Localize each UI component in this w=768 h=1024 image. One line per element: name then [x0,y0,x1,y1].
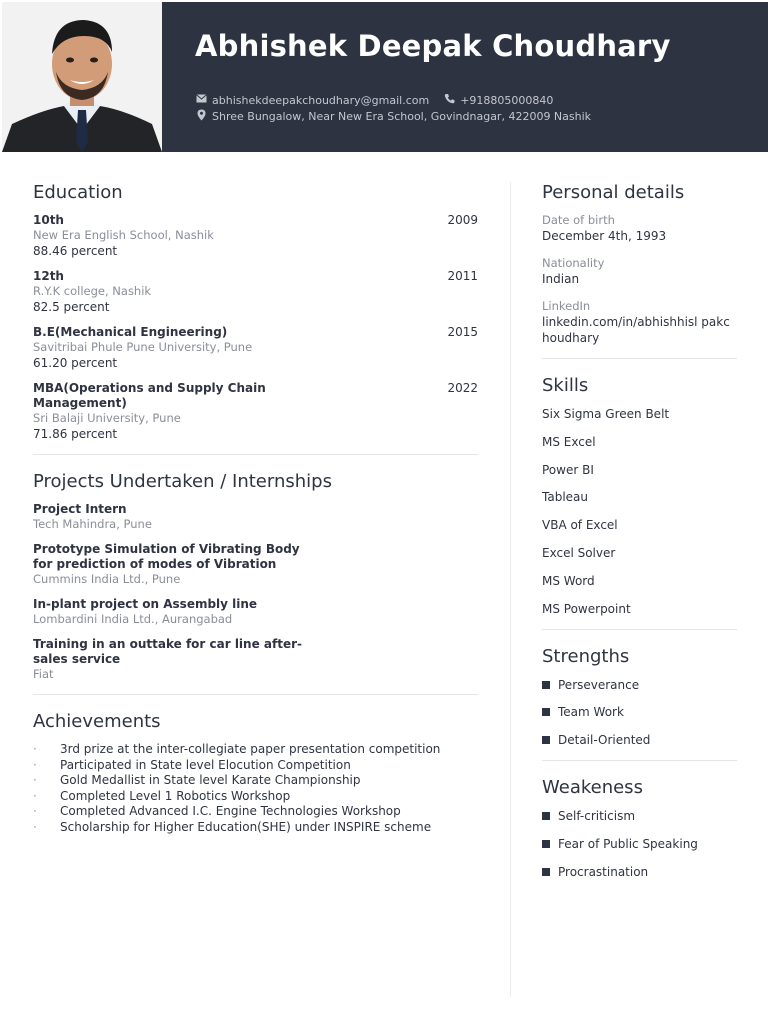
project-title: Prototype Simulation of Vibrating Body for prediction of modes of Vibration [33,542,300,571]
section-title-education: Education [33,182,123,203]
project-org: Cummins India Ltd., Pune [33,572,181,586]
section-divider [542,358,737,359]
strengths-section [542,646,737,749]
square-bullet-icon [542,868,550,876]
weakness-item [542,808,737,824]
phone-number[interactable]: +918805000840 [460,93,554,107]
candidate-name: Abhishek Deepak Choudhary [195,29,671,63]
profile-photo [2,2,162,152]
achievement-text: Gold Medallist in State level Karate Championship [60,773,361,787]
nationality-label: Nationality [542,256,605,270]
project-item [33,597,478,627]
education-item [33,381,478,442]
square-bullet-icon [542,736,550,744]
skill-item: MS Word [542,573,595,588]
section-title-achievements: Achievements [33,711,161,732]
achievement-item [33,804,478,820]
education-item [33,213,478,259]
education-year: 2011 [447,269,478,283]
weakness-item [542,836,737,852]
education-institute: Sri Balaji University, Pune [33,411,181,425]
email-link[interactable]: abhishekdeepakchoudhary@gmail.com [212,93,430,107]
bullet-icon: · [33,804,37,818]
strength-text: Team Work [558,705,624,720]
project-org: Lombardini India Ltd., Aurangabad [33,612,233,626]
project-org: Tech Mahindra, Pune [33,517,152,531]
section-divider [542,629,737,630]
dob-value: December 4th, 1993 [542,229,667,243]
bullet-icon: · [33,819,37,834]
weakness-text: Procrastination [558,864,649,879]
bullet-icon: · [33,773,37,787]
location-pin-icon [195,109,207,124]
achievement-item [33,773,478,789]
project-item [33,542,478,587]
address-line [195,109,591,124]
achievement-text: Completed Level 1 Robotics Workshop [60,788,291,803]
section-title-weakness: Weakeness [542,777,643,799]
section-divider [542,760,737,761]
project-item [33,502,478,532]
strength-text: Detail-Oriented [558,733,651,748]
bullet-icon: · [33,788,37,803]
achievement-item [33,758,478,774]
skills-section [542,375,737,617]
achievement-text: Completed Advanced I.C. Engine Technologies Workshop [60,804,401,818]
skill-item: Tableau [542,490,588,505]
project-title: Project Intern [33,502,127,516]
education-institute: New Era English School, Nashik [33,228,214,242]
education-score: 61.20 percent [33,356,118,370]
education-year: 2009 [447,213,478,227]
education-score: 71.86 percent [33,427,118,441]
side-column [542,182,737,892]
section-title-personal: Personal details [542,182,685,203]
education-item [33,325,478,371]
education-year: 2022 [447,381,478,395]
skill-item: Power BI [542,462,594,477]
nationality-value: Indian [542,272,580,286]
section-title-strengths: Strengths [542,645,630,667]
strength-text: Perseverance [558,677,640,692]
personal-details-section [542,182,737,346]
square-bullet-icon [542,708,550,716]
section-divider [33,454,478,455]
skill-item: MS Excel [542,434,596,449]
address-text: Shree Bungalow, Near New Era School, Govindnagar, 422009 Nashik [212,110,592,123]
weakness-section [542,777,737,880]
section-divider [33,694,478,695]
achievements-section [33,711,478,835]
weakness-item [542,864,737,880]
section-title-projects: Projects Undertaken / Internships [33,471,332,492]
strength-item [542,704,737,720]
section-title-skills: Skills [542,375,589,396]
achievements-list [33,742,478,835]
project-item [33,637,478,682]
bullet-icon: · [33,757,37,772]
education-score: 82.5 percent [33,300,110,314]
projects-section [33,471,478,682]
weakness-text: Fear of Public Speaking [558,836,698,851]
project-title: In-plant project on Assembly line [33,597,258,611]
project-title: Training in an outtake for car line after-sales service [33,637,302,666]
envelope-icon [195,94,207,106]
education-section [33,182,478,442]
skill-item: VBA of Excel [542,518,618,533]
achievement-item [33,820,478,836]
contact-line [195,93,553,107]
education-degree: 10th [33,213,64,227]
linkedin-link[interactable]: linkedin.com/in/abhishhisl pakchoudhary [542,315,730,345]
skill-item: MS Powerpoint [542,601,631,616]
dob-label: Date of birth [542,213,615,227]
achievement-item [33,789,478,805]
project-org: Fiat [33,667,54,681]
achievement-text: Participated in State level Elocution Competition [60,757,351,772]
education-degree: 12th [33,269,64,283]
skill-item: Six Sigma Green Belt [542,407,670,421]
skill-item: Excel Solver [542,545,616,560]
education-score: 88.46 percent [33,244,118,258]
education-year: 2015 [447,325,478,339]
education-item [33,269,478,315]
square-bullet-icon [542,681,550,689]
achievement-text: Scholarship for Higher Education(SHE) under INSPIRE scheme [60,819,432,834]
square-bullet-icon [542,812,550,820]
linkedin-label: LinkedIn [542,299,591,313]
education-institute: R.Y.K college, Nashik [33,284,152,298]
bullet-icon: · [33,742,37,756]
main-column [33,182,478,835]
resume-header [0,0,768,152]
weakness-text: Self-criticism [558,809,636,824]
education-institute: Savitribai Phule Pune University, Pune [33,340,253,354]
header-banner [162,2,768,152]
phone-icon [443,93,455,107]
achievement-text: 3rd prize at the inter-collegiate paper presentation competition [60,742,441,756]
education-degree: B.E(Mechanical Engineering) [33,325,228,339]
strength-item [542,677,737,693]
achievement-item [33,742,478,758]
column-divider [510,182,511,997]
profile-photo-image [2,2,162,152]
square-bullet-icon [542,840,550,848]
strength-item [542,732,737,748]
education-degree: MBA(Operations and Supply Chain Management) [33,381,266,410]
